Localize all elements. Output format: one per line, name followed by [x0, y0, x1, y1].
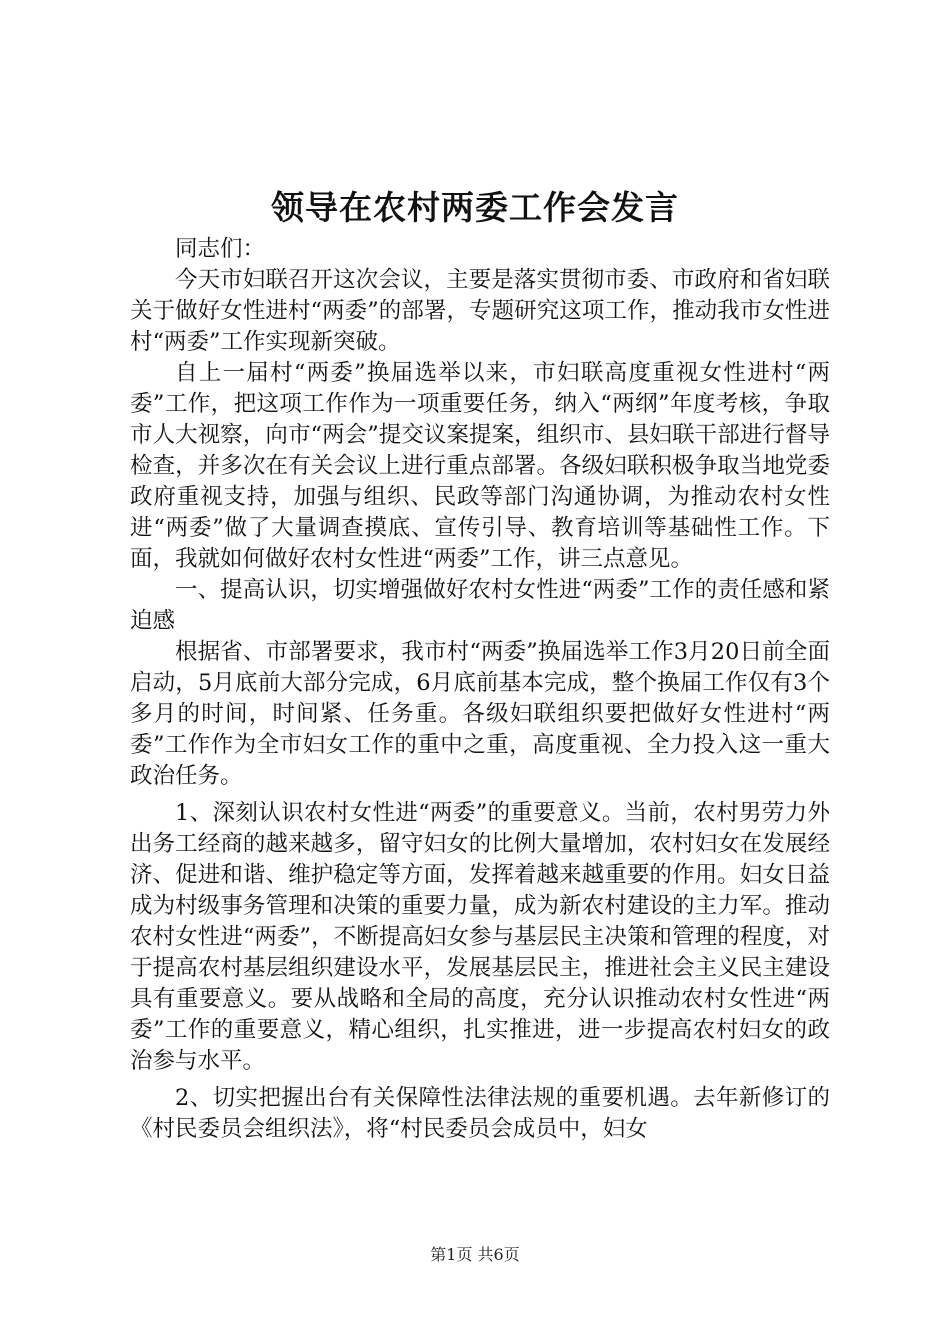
paragraph-background: 自上一届村“两委”换届选举以来，市妇联高度重视女性进村“两委”工作，把这项工作作为一项重要任务，纳入“两纲”年度考核，争取市人大视察，向市“两会”提交议案提案，组织市、县妇联干部进行督导检查，并多次在有关会议上进行重点部署。各级妇联积极争取当地党委政府重视支持，加强与组织、民政等部门沟通协调，为推动农村女性进“两委”做了大量调查摸底、宣传引导、教育培训等基础性工作。下面，我就如何做好农村女性进“两委”工作，讲三点意见。 [130, 360, 830, 572]
document-title: 领导在农村两委工作会发言 [271, 188, 679, 227]
paragraph-point-2: 2、切实把握出台有关保障性法律法规的重要机遇。去年新修订的《村民委员会组织法》，将“村民委员会成员中，妇女 [130, 1085, 830, 1142]
paragraph-point-1: 1、深刻认识农村女性进“两委”的重要意义。当前，农村男劳力外出务工经商的越来越多，留守妇女的比例大量增加，农村妇女在发展经济、促进和谐、维护稳定等方面，发挥着越来越重要的作用。妇女日益成为村级事务管理和决策的重要力量，成为新农村建设的主力军。推动农村女性进“两委”，不断提高妇女参与基层民主决策和管理的程度，对于提高农村基层组织建设水平，发展基层民主，推进社会主义民主建设具有重要意义。要从战略和全局的高度，充分认识推动农村女性进“两委”工作的重要意义，精心组织，扎实推进，进一步提高农村妇女的政治参与水平。 [130, 800, 830, 1074]
page-footer: 第1页 共6页 [430, 1245, 520, 1264]
paragraph-schedule: 根据省、市部署要求，我市村“两委”换届选举工作3月20日前全面启动，5月底前大部分完成，6月底前基本完成，整个换届工作仅有3个多月的时间，时间紧、任务重。各级妇联组织要把做好女性进村“两委”工作作为全市妇女工作的重中之重，高度重视、全力投入这一重大政治任务。 [130, 639, 830, 789]
paragraph-intro: 今天市妇联召开这次会议，主要是落实贯彻市委、市政府和省妇联关于做好女性进村“两委”的部署，专题研究这项工作，推动我市女性进村“两委”工作实现新突破。 [130, 267, 830, 355]
section-heading-1: 一、提高认识，切实增强做好农村女性进“两委”工作的责任感和紧迫感 [130, 577, 830, 634]
document-body [130, 234, 830, 1145]
paragraph-salutation: 同志们： [175, 236, 266, 262]
